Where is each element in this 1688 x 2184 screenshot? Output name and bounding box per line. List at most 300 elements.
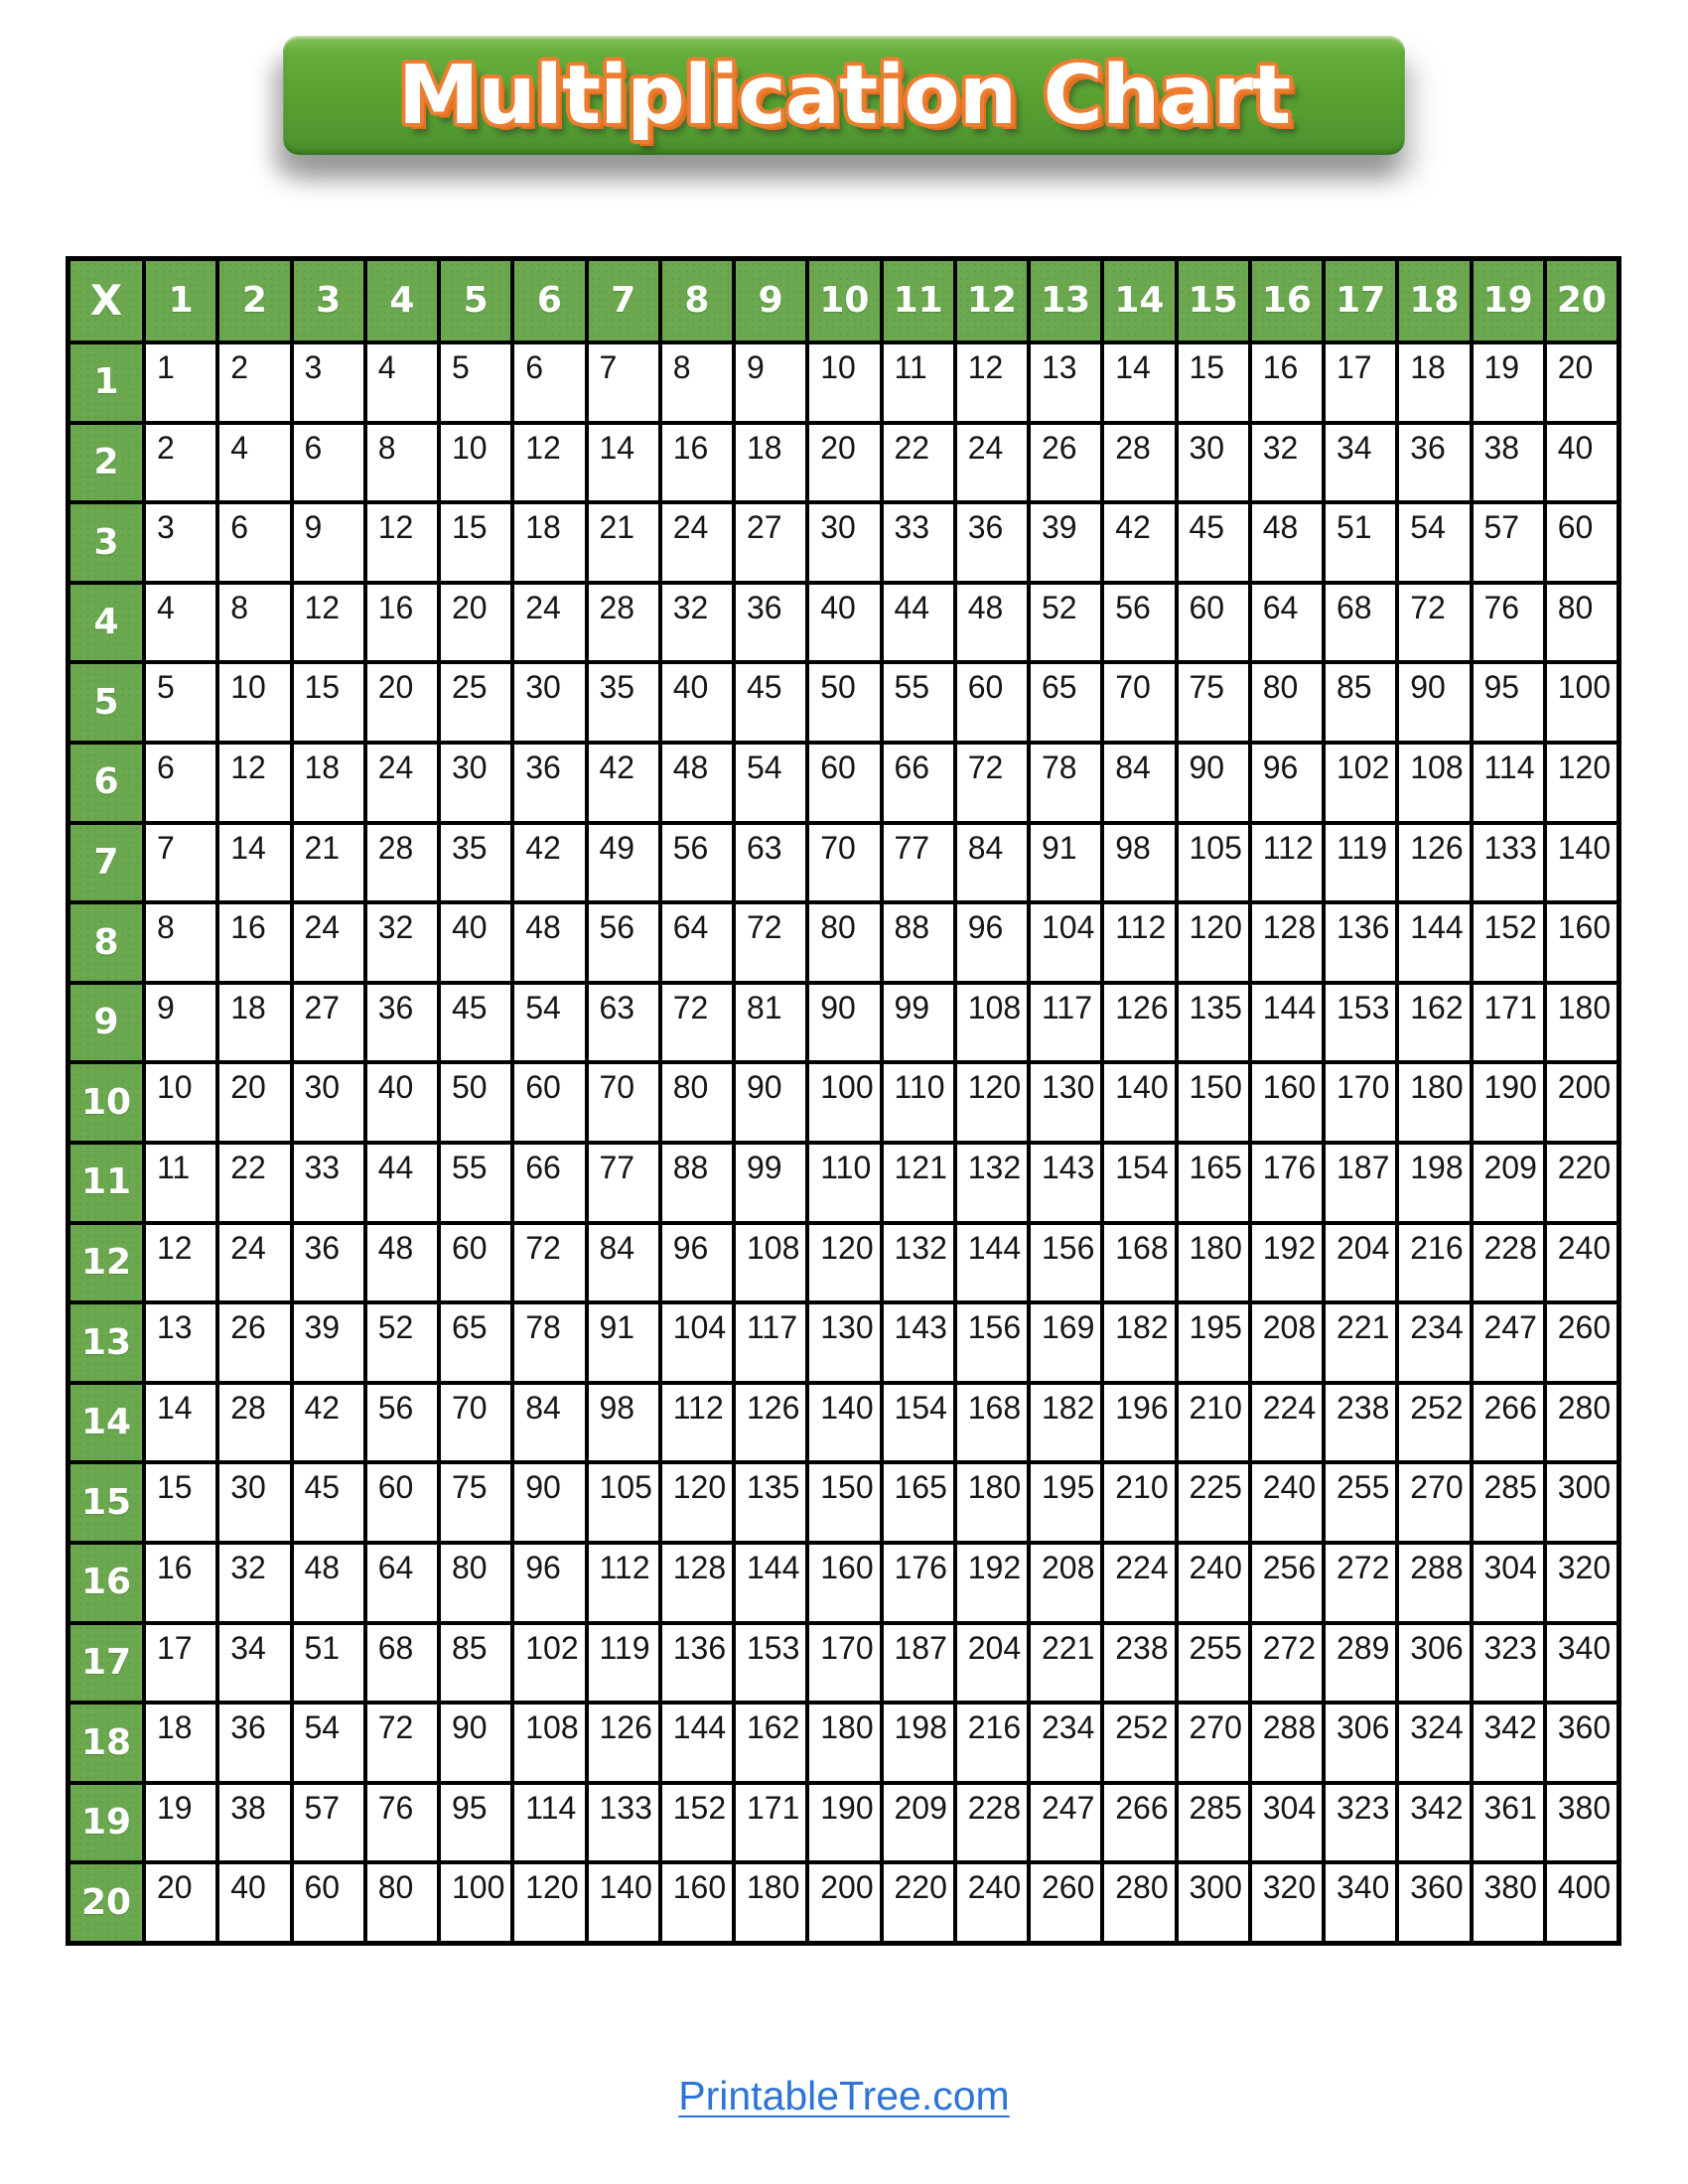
table-cell: 75	[441, 1464, 510, 1541]
table-cell: 225	[1179, 1464, 1248, 1541]
corner-cell: X	[70, 261, 142, 341]
table-cell: 105	[589, 1464, 658, 1541]
table-cell: 150	[1179, 1064, 1248, 1141]
table-cell: 72	[367, 1705, 437, 1781]
table-cell: 266	[1104, 1785, 1174, 1861]
table-cell: 216	[957, 1705, 1027, 1781]
table-cell: 108	[514, 1705, 584, 1781]
table-cell: 126	[1104, 985, 1174, 1061]
row-header: 20	[70, 1864, 142, 1941]
table-cell: 57	[1474, 504, 1543, 581]
table-cell: 19	[146, 1785, 215, 1861]
table-cell: 55	[884, 664, 953, 741]
table-cell: 153	[736, 1625, 805, 1702]
table-cell: 180	[809, 1705, 879, 1781]
table-cell: 27	[736, 504, 805, 581]
table-cell: 30	[441, 745, 510, 821]
col-header: 13	[1031, 261, 1100, 341]
table-cell: 260	[1031, 1864, 1100, 1941]
table-cell: 126	[1399, 825, 1469, 901]
table-cell: 4	[367, 344, 437, 421]
table-cell: 108	[957, 985, 1027, 1061]
table-cell: 247	[1474, 1304, 1543, 1381]
table-cell: 133	[589, 1785, 658, 1861]
table-cell: 288	[1252, 1705, 1322, 1781]
table-cell: 154	[884, 1385, 953, 1461]
table-cell: 48	[957, 585, 1027, 661]
table-cell: 24	[367, 745, 437, 821]
table-cell: 208	[1031, 1545, 1100, 1621]
table-cell: 72	[1399, 585, 1469, 661]
table-cell: 24	[957, 425, 1027, 501]
table-cell: 361	[1474, 1785, 1543, 1861]
table-cell: 270	[1399, 1464, 1469, 1541]
table-cell: 80	[1252, 664, 1322, 741]
table-cell: 60	[1179, 585, 1248, 661]
table-cell: 26	[1031, 425, 1100, 501]
table-cell: 18	[514, 504, 584, 581]
table-cell: 20	[441, 585, 510, 661]
table-cell: 1	[146, 344, 215, 421]
table-cell: 17	[146, 1625, 215, 1702]
table-cell: 323	[1326, 1785, 1395, 1861]
table-cell: 28	[367, 825, 437, 901]
row-header: 11	[70, 1145, 142, 1221]
table-cell: 160	[1252, 1064, 1322, 1141]
table-cell: 6	[146, 745, 215, 821]
table-cell: 45	[736, 664, 805, 741]
table-cell: 76	[1474, 585, 1543, 661]
table-cell: 304	[1252, 1785, 1322, 1861]
table-cell: 49	[589, 825, 658, 901]
table-cell: 96	[1252, 745, 1322, 821]
table-cell: 255	[1179, 1625, 1248, 1702]
row-header: 1	[70, 344, 142, 421]
table-cell: 108	[1399, 745, 1469, 821]
table-cell: 88	[662, 1145, 732, 1221]
col-header: 20	[1547, 261, 1617, 341]
col-header: 6	[514, 261, 584, 341]
table-cell: 182	[1031, 1385, 1100, 1461]
table-cell: 36	[514, 745, 584, 821]
table-cell: 132	[884, 1225, 953, 1301]
table-cell: 228	[957, 1785, 1027, 1861]
table-cell: 126	[589, 1705, 658, 1781]
table-cell: 34	[1326, 425, 1395, 501]
table-cell: 216	[1399, 1225, 1469, 1301]
row-header: 18	[70, 1705, 142, 1781]
table-cell: 80	[809, 904, 879, 981]
table-cell: 210	[1104, 1464, 1174, 1541]
row-header: 9	[70, 985, 142, 1061]
table-cell: 99	[736, 1145, 805, 1221]
table-cell: 144	[1399, 904, 1469, 981]
table-cell: 360	[1399, 1864, 1469, 1941]
col-header: 11	[884, 261, 953, 341]
table-cell: 144	[1252, 985, 1322, 1061]
table-cell: 320	[1252, 1864, 1322, 1941]
col-header: 2	[219, 261, 289, 341]
table-cell: 15	[1179, 344, 1248, 421]
table-cell: 42	[589, 745, 658, 821]
table-cell: 45	[294, 1464, 363, 1541]
table-cell: 70	[441, 1385, 510, 1461]
table-cell: 156	[1031, 1225, 1100, 1301]
table-cell: 280	[1547, 1385, 1617, 1461]
table-cell: 272	[1326, 1545, 1395, 1621]
table-cell: 224	[1252, 1385, 1322, 1461]
table-cell: 12	[294, 585, 363, 661]
table-cell: 30	[294, 1064, 363, 1141]
table-cell: 104	[662, 1304, 732, 1381]
table-cell: 72	[514, 1225, 584, 1301]
table-cell: 240	[1547, 1225, 1617, 1301]
table-cell: 112	[589, 1545, 658, 1621]
row-header: 2	[70, 425, 142, 501]
table-cell: 168	[1104, 1225, 1174, 1301]
row-header: 16	[70, 1545, 142, 1621]
table-cell: 272	[1252, 1625, 1322, 1702]
table-cell: 140	[1104, 1064, 1174, 1141]
table-cell: 16	[1252, 344, 1322, 421]
table-cell: 15	[294, 664, 363, 741]
table-cell: 24	[219, 1225, 289, 1301]
table-cell: 18	[1399, 344, 1469, 421]
table-cell: 180	[1399, 1064, 1469, 1141]
table-cell: 140	[589, 1864, 658, 1941]
row-header: 4	[70, 585, 142, 661]
table-cell: 170	[809, 1625, 879, 1702]
table-cell: 22	[884, 425, 953, 501]
table-cell: 198	[1399, 1145, 1469, 1221]
table-cell: 51	[294, 1625, 363, 1702]
table-cell: 38	[1474, 425, 1543, 501]
table-cell: 90	[1399, 664, 1469, 741]
table-cell: 120	[1179, 904, 1248, 981]
table-cell: 140	[1547, 825, 1617, 901]
table-cell: 6	[294, 425, 363, 501]
table-cell: 90	[809, 985, 879, 1061]
multiplication-table	[66, 256, 1621, 1946]
table-cell: 168	[957, 1385, 1027, 1461]
table-cell: 22	[219, 1145, 289, 1221]
table-cell: 6	[514, 344, 584, 421]
table-cell: 26	[219, 1304, 289, 1381]
table-cell: 44	[367, 1145, 437, 1221]
table-cell: 77	[884, 825, 953, 901]
table-cell: 40	[219, 1864, 289, 1941]
table-cell: 42	[294, 1385, 363, 1461]
table-cell: 8	[367, 425, 437, 501]
col-header: 14	[1104, 261, 1174, 341]
table-cell: 60	[957, 664, 1027, 741]
table-cell: 48	[294, 1545, 363, 1621]
col-header: 19	[1474, 261, 1543, 341]
table-cell: 102	[1326, 745, 1395, 821]
table-cell: 32	[219, 1545, 289, 1621]
table-cell: 121	[884, 1145, 953, 1221]
table-cell: 180	[957, 1464, 1027, 1541]
table-cell: 190	[1474, 1064, 1543, 1141]
table-cell: 304	[1474, 1545, 1543, 1621]
table-cell: 65	[1031, 664, 1100, 741]
table-cell: 45	[1179, 504, 1248, 581]
table-cell: 30	[809, 504, 879, 581]
col-header: 9	[736, 261, 805, 341]
table-cell: 80	[1547, 585, 1617, 661]
table-cell: 39	[294, 1304, 363, 1381]
table-cell: 10	[146, 1064, 215, 1141]
table-cell: 200	[1547, 1064, 1617, 1141]
table-cell: 84	[514, 1385, 584, 1461]
table-cell: 55	[441, 1145, 510, 1221]
row-header: 8	[70, 904, 142, 981]
table-cell: 39	[1031, 504, 1100, 581]
table-cell: 27	[294, 985, 363, 1061]
table-cell: 52	[367, 1304, 437, 1381]
table-cell: 133	[1474, 825, 1543, 901]
table-cell: 84	[1104, 745, 1174, 821]
table-cell: 2	[146, 425, 215, 501]
table-cell: 180	[1547, 985, 1617, 1061]
table-cell: 56	[589, 904, 658, 981]
table-cell: 48	[662, 745, 732, 821]
col-header: 3	[294, 261, 363, 341]
table-cell: 18	[736, 425, 805, 501]
table-cell: 204	[957, 1625, 1027, 1702]
table-cell: 12	[367, 504, 437, 581]
table-cell: 340	[1326, 1864, 1395, 1941]
table-cell: 48	[367, 1225, 437, 1301]
table-cell: 14	[146, 1385, 215, 1461]
table-cell: 21	[294, 825, 363, 901]
table-cell: 90	[1179, 745, 1248, 821]
table-cell: 76	[367, 1785, 437, 1861]
table-cell: 36	[294, 1225, 363, 1301]
table-cell: 132	[957, 1145, 1027, 1221]
table-cell: 340	[1547, 1625, 1617, 1702]
col-header: 17	[1326, 261, 1395, 341]
table-cell: 266	[1474, 1385, 1543, 1461]
table-cell: 48	[1252, 504, 1322, 581]
printabletree-link[interactable]: PrintableTree.com	[678, 2073, 1010, 2118]
table-cell: 190	[809, 1785, 879, 1861]
table-cell: 91	[1031, 825, 1100, 901]
table-cell: 360	[1547, 1705, 1617, 1781]
table-cell: 224	[1104, 1545, 1174, 1621]
table-cell: 380	[1547, 1785, 1617, 1861]
col-header: 4	[367, 261, 437, 341]
table-cell: 130	[809, 1304, 879, 1381]
row-header: 12	[70, 1225, 142, 1301]
table-cell: 21	[589, 504, 658, 581]
table-cell: 110	[809, 1145, 879, 1221]
table-cell: 300	[1179, 1864, 1248, 1941]
table-cell: 180	[736, 1864, 805, 1941]
table-cell: 100	[1547, 664, 1617, 741]
table-cell: 20	[809, 425, 879, 501]
table-cell: 80	[367, 1864, 437, 1941]
table-cell: 72	[662, 985, 732, 1061]
row-header: 17	[70, 1625, 142, 1702]
table-cell: 18	[219, 985, 289, 1061]
table-cell: 42	[514, 825, 584, 901]
table-cell: 342	[1474, 1705, 1543, 1781]
table-cell: 78	[1031, 745, 1100, 821]
table-cell: 220	[884, 1864, 953, 1941]
table-cell: 234	[1031, 1705, 1100, 1781]
table-cell: 200	[809, 1864, 879, 1941]
table-cell: 60	[367, 1464, 437, 1541]
table-cell: 20	[1547, 344, 1617, 421]
table-cell: 228	[1474, 1225, 1543, 1301]
table-cell: 11	[884, 344, 953, 421]
table-cell: 306	[1399, 1625, 1469, 1702]
table-cell: 75	[1179, 664, 1248, 741]
table-cell: 4	[146, 585, 215, 661]
table-cell: 7	[146, 825, 215, 901]
table-cell: 84	[589, 1225, 658, 1301]
table-cell: 72	[736, 904, 805, 981]
table-cell: 162	[736, 1705, 805, 1781]
table-cell: 99	[884, 985, 953, 1061]
table-cell: 40	[809, 585, 879, 661]
table-cell: 156	[957, 1304, 1027, 1381]
table-cell: 165	[1179, 1145, 1248, 1221]
table-cell: 154	[1104, 1145, 1174, 1221]
table-cell: 52	[1031, 585, 1100, 661]
table-cell: 66	[514, 1145, 584, 1221]
table-cell: 342	[1399, 1785, 1469, 1861]
table-cell: 165	[884, 1464, 953, 1541]
table-cell: 221	[1031, 1625, 1100, 1702]
table-cell: 195	[1031, 1464, 1100, 1541]
table-cell: 16	[146, 1545, 215, 1621]
table-cell: 54	[294, 1705, 363, 1781]
table-cell: 100	[441, 1864, 510, 1941]
table-cell: 96	[662, 1225, 732, 1301]
table-cell: 171	[736, 1785, 805, 1861]
table-cell: 152	[1474, 904, 1543, 981]
table-cell: 8	[662, 344, 732, 421]
table-cell: 80	[441, 1545, 510, 1621]
table-cell: 91	[589, 1304, 658, 1381]
table-cell: 110	[884, 1064, 953, 1141]
table-cell: 10	[809, 344, 879, 421]
col-header: 16	[1252, 261, 1322, 341]
table-cell: 14	[589, 425, 658, 501]
table-cell: 143	[1031, 1145, 1100, 1221]
table-cell: 98	[589, 1385, 658, 1461]
table-cell: 13	[146, 1304, 215, 1381]
table-cell: 6	[219, 504, 289, 581]
table-cell: 221	[1326, 1304, 1395, 1381]
table-cell: 96	[514, 1545, 584, 1621]
table-cell: 306	[1326, 1705, 1395, 1781]
table-cell: 119	[1326, 825, 1395, 901]
table-cell: 14	[219, 825, 289, 901]
table-cell: 117	[736, 1304, 805, 1381]
table-cell: 90	[441, 1705, 510, 1781]
row-header: 6	[70, 745, 142, 821]
table-cell: 24	[294, 904, 363, 981]
table-cell: 140	[809, 1385, 879, 1461]
table-cell: 80	[662, 1064, 732, 1141]
table-cell: 176	[1252, 1145, 1322, 1221]
table-cell: 20	[367, 664, 437, 741]
table-cell: 42	[1104, 504, 1174, 581]
table-cell: 60	[514, 1064, 584, 1141]
table-cell: 240	[1179, 1545, 1248, 1621]
table-cell: 54	[514, 985, 584, 1061]
table-cell: 60	[441, 1225, 510, 1301]
table-cell: 153	[1326, 985, 1395, 1061]
table-cell: 143	[884, 1304, 953, 1381]
table-cell: 60	[809, 745, 879, 821]
table-cell: 285	[1474, 1464, 1543, 1541]
table-cell: 130	[1031, 1064, 1100, 1141]
page-title: Multiplication Chart	[397, 48, 1291, 143]
table-cell: 66	[884, 745, 953, 821]
title-banner	[283, 36, 1405, 155]
table-cell: 32	[1252, 425, 1322, 501]
table-cell: 19	[1474, 344, 1543, 421]
table-cell: 135	[736, 1464, 805, 1541]
table-cell: 209	[884, 1785, 953, 1861]
table-cell: 24	[514, 585, 584, 661]
table-cell: 77	[589, 1145, 658, 1221]
table-cell: 44	[884, 585, 953, 661]
table-cell: 28	[589, 585, 658, 661]
table-cell: 64	[367, 1545, 437, 1621]
col-header: 18	[1399, 261, 1469, 341]
table-cell: 8	[146, 904, 215, 981]
table-cell: 3	[294, 344, 363, 421]
table-cell: 20	[219, 1064, 289, 1141]
table-cell: 247	[1031, 1785, 1100, 1861]
table-cell: 16	[367, 585, 437, 661]
table-cell: 88	[884, 904, 953, 981]
table-cell: 196	[1104, 1385, 1174, 1461]
table-cell: 28	[219, 1385, 289, 1461]
table-cell: 90	[736, 1064, 805, 1141]
table-cell: 112	[1252, 825, 1322, 901]
table-cell: 51	[1326, 504, 1395, 581]
row-header: 7	[70, 825, 142, 901]
table-cell: 35	[441, 825, 510, 901]
table-cell: 120	[1547, 745, 1617, 821]
table-cell: 195	[1179, 1304, 1248, 1381]
table-cell: 35	[589, 664, 658, 741]
table-cell: 5	[146, 664, 215, 741]
table-cell: 40	[662, 664, 732, 741]
table-cell: 119	[589, 1625, 658, 1702]
table-cell: 144	[662, 1705, 732, 1781]
table-cell: 210	[1179, 1385, 1248, 1461]
table-cell: 30	[514, 664, 584, 741]
table-cell: 270	[1179, 1705, 1248, 1781]
row-header: 5	[70, 664, 142, 741]
table-cell: 289	[1326, 1625, 1395, 1702]
table-cell: 95	[441, 1785, 510, 1861]
row-header: 10	[70, 1064, 142, 1141]
table-cell: 400	[1547, 1864, 1617, 1941]
table-cell: 90	[514, 1464, 584, 1541]
table-cell: 17	[1326, 344, 1395, 421]
table-cell: 160	[1547, 904, 1617, 981]
table-cell: 15	[441, 504, 510, 581]
table-cell: 320	[1547, 1545, 1617, 1621]
